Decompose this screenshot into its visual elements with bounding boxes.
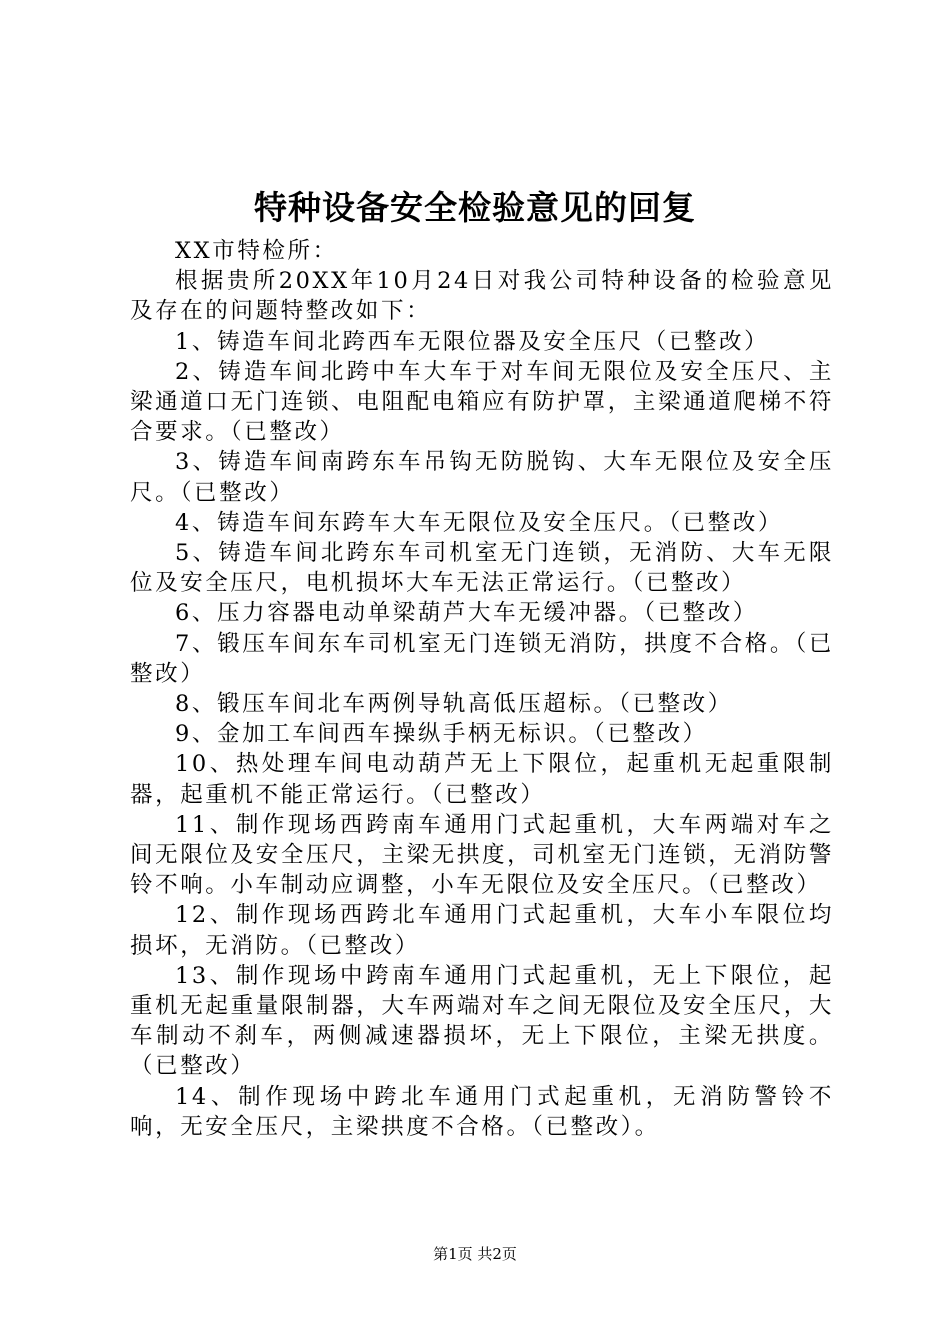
- list-item: 7、锻压车间东车司机室无门连锁无消防，拱度不合格。（已整改）: [130, 630, 834, 687]
- list-item: 9、金加工车间西车操纵手柄无标识。（已整改）: [175, 721, 708, 748]
- list-item: 4、铸造车间东跨车大车无限位及安全压尺。（已整改）: [175, 509, 784, 536]
- salutation: XX市特检所：: [175, 238, 338, 264]
- list-item: 6、压力容器电动单梁葫芦大车无缓冲器。（已整改）: [175, 600, 758, 627]
- document-body: [130, 236, 834, 1142]
- list-item: 3、铸造车间南跨东车吊钩无防脱钩、大车无限位及安全压尺。（已整改）: [130, 449, 834, 506]
- list-item: 11、制作现场西跨南车通用门式起重机，大车两端对车之间无限位及安全压尺，主梁无拱度，司机室无门连锁，无消防警铃不响。小车制动应调整，小车无限位及安全压尺。（已整改）: [130, 811, 834, 899]
- list-item: 1、铸造车间北跨西车无限位器及安全压尺（已整改）: [175, 328, 770, 355]
- document-title: 特种设备安全检验意见的回复: [254, 188, 696, 227]
- list-item: 5、铸造车间北跨东车司机室无门连锁，无消防、大车无限位及安全压尺，电机损坏大车无法正常运行。（已整改）: [130, 540, 834, 597]
- list-item: 12、制作现场西跨北车通用门式起重机，大车小车限位均损坏，无消防。（已整改）: [130, 902, 834, 959]
- list-item: 10、热处理车间电动葫芦无上下限位，起重机无起重限制器，起重机不能正常运行。（已整改）: [130, 751, 834, 808]
- list-item: 2、铸造车间北跨中车大车于对车间无限位及安全压尺、主梁通道口无门连锁、电阻配电箱应有防护罩，主梁通道爬梯不符合要求。（已整改）: [130, 358, 834, 446]
- list-item: 8、锻压车间北车两例导轨高低压超标。（已整改）: [175, 691, 733, 718]
- intro-paragraph: 根据贵所20XX年10月24日对我公司特种设备的检验意见及存在的问题特整改如下：: [130, 268, 834, 325]
- list-item: 14、制作现场中跨北车通用门式起重机，无消防警铃不响，无安全压尺，主梁拱度不合格。（已整改）。: [130, 1083, 834, 1140]
- list-item: 13、制作现场中跨南车通用门式起重机，无上下限位，起重机无起重量限制器，大车两端对车之间无限位及安全压尺，大车制动不刹车，两侧减速器损坏，无上下限位，主梁无拱度。（已整改）: [130, 962, 834, 1080]
- page-footer: 第1页 共2页: [433, 1245, 517, 1263]
